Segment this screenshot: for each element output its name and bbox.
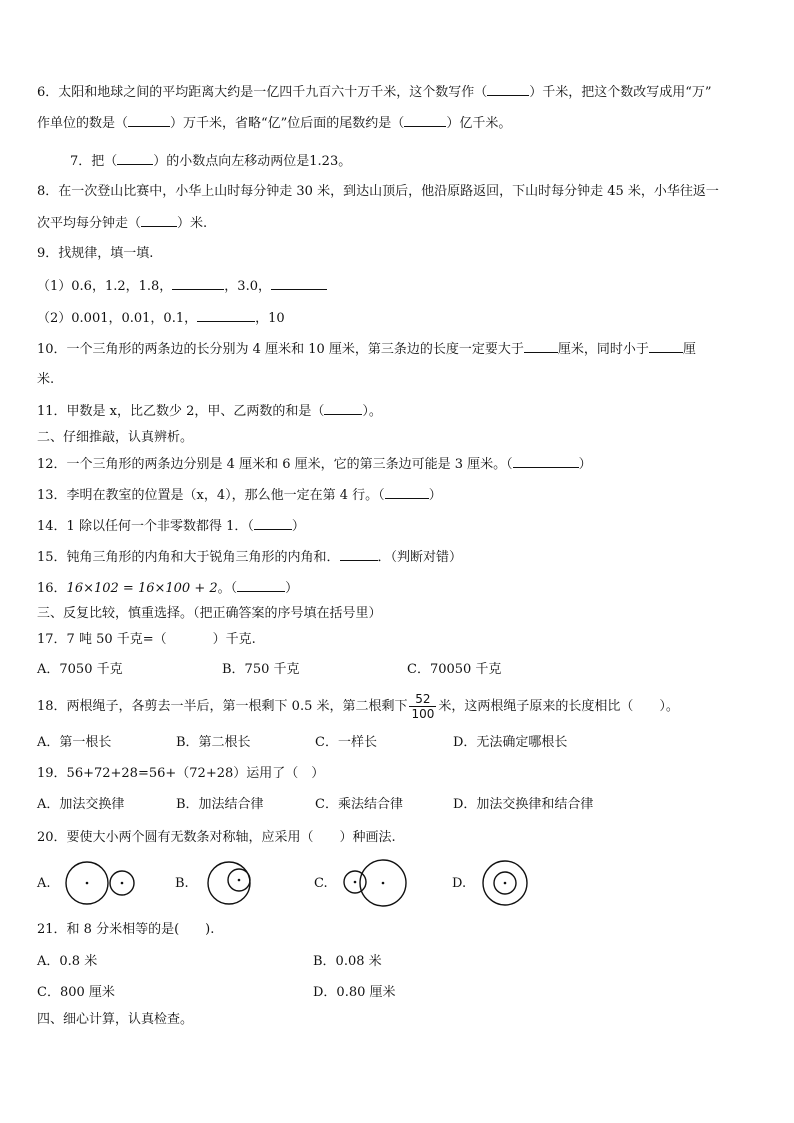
q21-option-b[interactable]: B．0.08 米 bbox=[313, 954, 382, 969]
question-10-line-2: 米. bbox=[37, 372, 55, 387]
question-16 bbox=[37, 579, 298, 598]
center-dot-icon bbox=[86, 882, 89, 885]
q20-option-c-circles-figure[interactable] bbox=[340, 859, 410, 909]
q9-p1-text-a: （1）0.6，1.2，1.8， bbox=[37, 279, 173, 294]
q18-fraction bbox=[409, 692, 436, 721]
q18-option-d[interactable]: D．无法确定哪根长 bbox=[453, 735, 568, 750]
q18-fraction-numerator: 52 bbox=[409, 692, 436, 707]
center-dot-icon bbox=[382, 882, 385, 885]
q18-text-b: 米，这两根绳子原来的长度相比（ ）。 bbox=[438, 699, 679, 714]
question-18 bbox=[37, 690, 679, 724]
question-21: 21．和 8 分米相等的是( ). bbox=[37, 922, 215, 937]
question-9-title: 9．找规律，填一填. bbox=[37, 246, 154, 261]
q18-option-c[interactable]: C．一样长 bbox=[315, 735, 377, 750]
q19-option-d[interactable]: D．加法交换律和结合律 bbox=[453, 797, 594, 812]
q20-option-d-circles-figure[interactable] bbox=[480, 860, 530, 908]
question-8-line-1: 8．在一次登山比赛中，小华上山时每分钟走 30 米，到达山顶后，他沿原路返回，下山时每分钟走 45 米，小华往返一 bbox=[37, 184, 719, 199]
question-7 bbox=[70, 152, 351, 171]
q12-text-a: 12．一个三角形的两条边分别是 4 厘米和 6 厘米，它的第三条边可能是 3 厘米。（ bbox=[37, 457, 513, 472]
q12-blank[interactable] bbox=[513, 455, 579, 468]
question-14 bbox=[37, 517, 305, 536]
q17-option-a[interactable]: A．7050 千克 bbox=[37, 662, 123, 677]
q21-option-d[interactable]: D．0.80 厘米 bbox=[313, 985, 396, 1000]
q16-text-b: 。（ bbox=[217, 581, 238, 596]
q8-text-b: ）米. bbox=[177, 216, 208, 231]
q8-text-a: 次平均每分钟走（ bbox=[37, 216, 142, 231]
q7-text-b: ）的小数点向左移动两位是1.23。 bbox=[153, 154, 352, 169]
q21-option-c[interactable]: C．800 厘米 bbox=[37, 985, 115, 1000]
q6-text-d: ）万千米，省略“亿”位后面的尾数约是（ bbox=[170, 116, 405, 131]
q6-text-c: 作单位的数是（ bbox=[37, 116, 129, 131]
question-6-line-1 bbox=[37, 83, 712, 102]
question-19: 19．56+72+28=56+（72+28）运用了（ ） bbox=[37, 766, 325, 781]
q10-blank-1[interactable] bbox=[524, 340, 558, 353]
center-dot-icon bbox=[354, 881, 357, 884]
q14-text-b: ） bbox=[291, 519, 305, 534]
question-11 bbox=[37, 402, 382, 421]
q9-p2-text-b: ，10 bbox=[255, 311, 285, 326]
q17-text-b: ）千克. bbox=[212, 632, 256, 647]
q13-text-b: ） bbox=[428, 488, 442, 503]
q21-option-a[interactable]: A．0.8 米 bbox=[37, 954, 98, 969]
q16-text-a: 16． bbox=[37, 581, 67, 596]
section-2-heading: 二、仔细推敲，认真辨析。 bbox=[37, 430, 194, 445]
q6-text-e: ）亿千米。 bbox=[446, 116, 512, 131]
q19-option-b[interactable]: B．加法结合律 bbox=[176, 797, 264, 812]
q13-blank[interactable] bbox=[385, 486, 429, 499]
q10-blank-2[interactable] bbox=[649, 340, 683, 353]
center-dot-icon bbox=[121, 882, 124, 885]
q6-blank-3[interactable] bbox=[404, 114, 446, 127]
q9-p1-blank-1[interactable] bbox=[172, 277, 224, 290]
q17-option-b[interactable]: B．750 千克 bbox=[222, 662, 300, 677]
q6-blank-1[interactable] bbox=[487, 83, 529, 96]
q16-blank[interactable] bbox=[237, 579, 285, 592]
q10-text-a: 10．一个三角形的两条边的长分别为 4 厘米和 10 厘米，第三条边的长度一定要大于 bbox=[37, 342, 524, 357]
question-9-part-2 bbox=[37, 309, 285, 328]
q19-option-c[interactable]: C．乘法结合律 bbox=[315, 797, 403, 812]
section-4-heading: 四、细心计算，认真检查。 bbox=[37, 1012, 194, 1027]
q10-text-b: 厘米，同时小于 bbox=[557, 342, 649, 357]
question-9-part-1 bbox=[37, 277, 327, 296]
q11-text-b: ）。 bbox=[362, 404, 382, 419]
question-6-line-2 bbox=[37, 114, 511, 133]
q16-expression: 16×102 = 16×100 + 2 bbox=[66, 581, 218, 596]
q15-text-b: ．（判断对错） bbox=[377, 550, 463, 565]
q19-option-a[interactable]: A．加法交换律 bbox=[37, 797, 125, 812]
question-20: 20．要使大小两个圆有无数条对称轴，应采用（ ）种画法. bbox=[37, 830, 396, 845]
q13-text-a: 13．李明在教室的位置是（x，4），那么他一定在第 4 行。（ bbox=[37, 488, 385, 503]
question-17 bbox=[37, 631, 256, 649]
section-3-heading: 三、反复比较，慎重选择。（把正确答案的序号填在括号里） bbox=[37, 606, 382, 621]
q20-option-c-label[interactable]: C. bbox=[314, 876, 328, 891]
q6-text-b: ）千米，把这个数改写成用“万” bbox=[529, 85, 712, 100]
q7-blank[interactable] bbox=[117, 152, 153, 165]
question-15 bbox=[37, 548, 462, 567]
q14-blank[interactable] bbox=[254, 517, 292, 530]
q20-option-d-label[interactable]: D. bbox=[452, 876, 467, 891]
q11-blank[interactable] bbox=[324, 402, 362, 415]
q7-text-a: 7．把（ bbox=[70, 154, 118, 169]
q12-text-b: ） bbox=[578, 457, 592, 472]
q18-fraction-denominator: 100 bbox=[411, 707, 435, 721]
q17-text-a: 17．7 吨 50 千克=（ bbox=[37, 632, 167, 647]
q18-text-a: 18．两根绳子，各剪去一半后，第一根剩下 0.5 米，第二根剩下 bbox=[37, 699, 408, 714]
q9-p1-text-b: ，3.0， bbox=[224, 279, 271, 294]
q9-p1-blank-2[interactable] bbox=[271, 277, 327, 290]
q9-p2-text-a: （2）0.001，0.01，0.1， bbox=[37, 311, 198, 326]
q20-option-b-circles-figure[interactable] bbox=[203, 861, 263, 907]
q18-option-a[interactable]: A．第一根长 bbox=[37, 735, 112, 750]
q10-text-c: 厘 bbox=[682, 342, 696, 357]
question-13 bbox=[37, 486, 442, 505]
center-dot-icon bbox=[504, 882, 507, 885]
q17-option-c[interactable]: C．70050 千克 bbox=[407, 662, 502, 677]
q20-option-a-circles-figure[interactable] bbox=[60, 861, 140, 907]
center-dot-icon bbox=[238, 879, 241, 882]
question-10-line-1 bbox=[37, 340, 696, 359]
q8-blank[interactable] bbox=[141, 214, 177, 227]
q11-text-a: 11．甲数是 x，比乙数少 2，甲、乙两数的和是（ bbox=[37, 404, 325, 419]
q14-text-a: 14．1 除以任何一个非零数都得 1．（ bbox=[37, 519, 254, 534]
q16-text-c: ） bbox=[285, 581, 299, 596]
q9-p2-blank[interactable] bbox=[197, 309, 255, 322]
q18-option-b[interactable]: B．第二根长 bbox=[176, 735, 251, 750]
q15-blank[interactable] bbox=[340, 548, 378, 561]
q20-option-a-label[interactable]: A. bbox=[37, 876, 51, 891]
q20-option-b-label[interactable]: B. bbox=[175, 876, 189, 891]
q6-blank-2[interactable] bbox=[128, 114, 170, 127]
q6-text-a: 6．太阳和地球之间的平均距离大约是一亿四千九百六十万千米，这个数写作（ bbox=[37, 85, 488, 100]
question-12 bbox=[37, 455, 592, 474]
q15-text-a: 15．钝角三角形的内角和大于锐角三角形的内角和． bbox=[37, 550, 340, 565]
question-8-line-2 bbox=[37, 214, 207, 233]
